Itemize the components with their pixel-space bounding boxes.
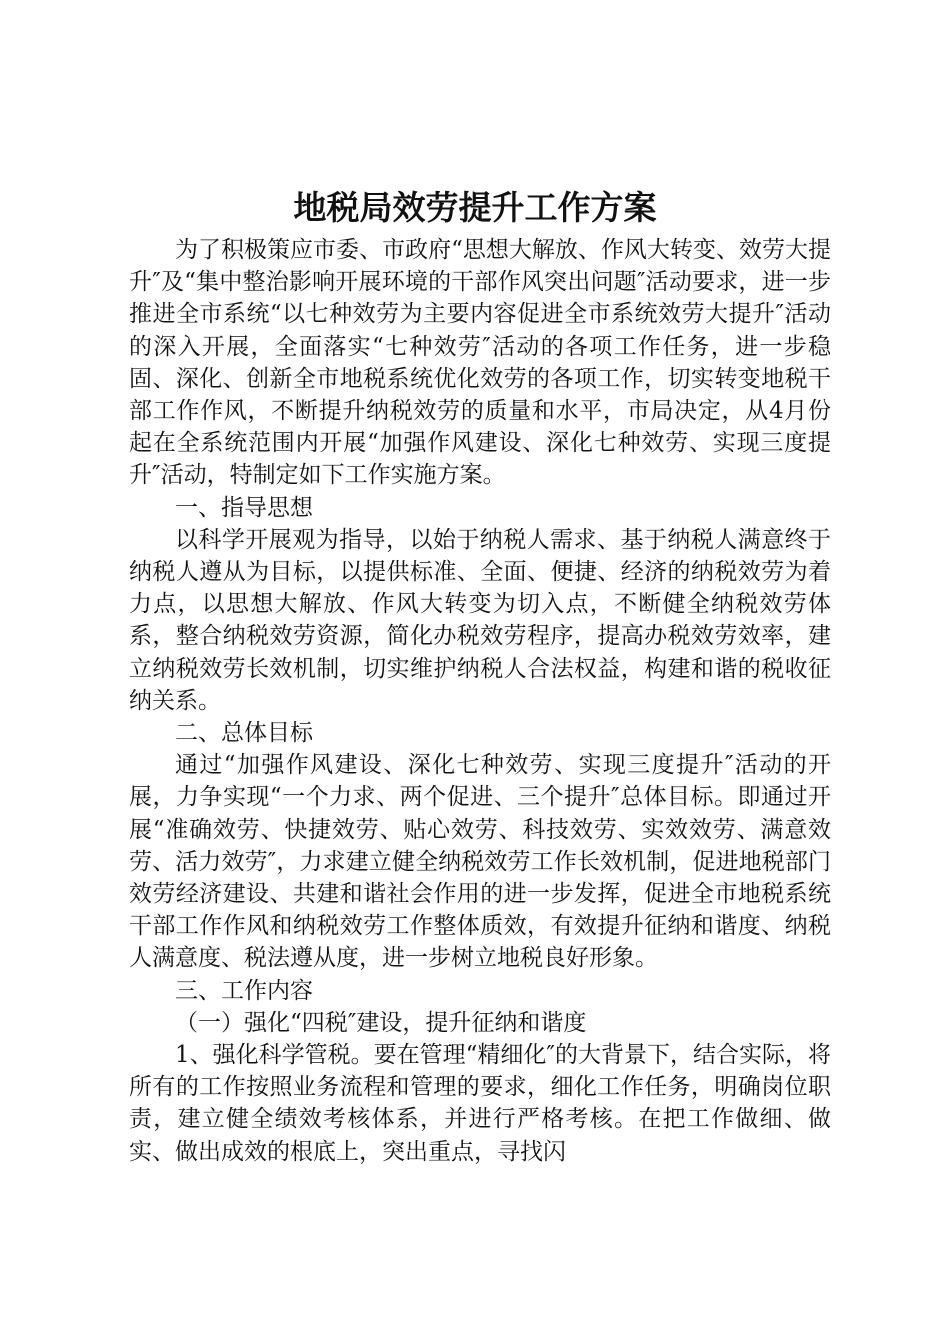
guiding-thought-paragraph: 以科学开展观为指导，以始于纳税人需求、基于纳税人满意终于纳税人遵从为目标，以提供标准、全面、便捷、经济的纳税效劳为着力点，以思想大解放、作风大转变为切入点，不断健全纳税效劳体系，整合纳税效劳资源，简化办税效劳程序，提高办税效劳效率，建立纳税效劳长效机制，切实维护纳税人合法权益，构建和谐的税收征纳关系。 — [129, 526, 831, 714]
document-body — [129, 234, 831, 1168]
section-heading-work-content: 三、工作内容 — [175, 977, 313, 1004]
intro-paragraph: 为了积极策应市委、市政府“思想大解放、作风大转变、效劳大提升″及“集中整治影响开展环境的干部作风突出问题″活动要求，进一步推进全市系统“以七种效劳为主要内容促进全市系统效劳大提升″活动的深入开展，全面落实“七种效劳″活动的各项工作任务，进一步稳固、深化、创新全市地税系统优化效劳的各项工作，切实转变地税干部工作作风，不断提升纳税效劳的质量和水平，市局决定，从4月份起在全系统范围内开展“加强作风建设、深化七种效劳、实现三度提升″活动，特制定如下工作实施方案。 — [129, 237, 831, 489]
subsection-heading-four-tax: （一）强化“四税″建设，提升征纳和谐度 — [175, 1009, 587, 1036]
overall-goal-paragraph: 通过“加强作风建设、深化七种效劳、实现三度提升″活动的开展，力争实现“一个力求、两个促进、三个提升″总体目标。即通过开展“准确效劳、快捷效劳、贴心效劳、科技效劳、实效效劳、满意效劳、活力效劳″，力求建立健全纳税效劳工作长效机制，促进地税部门效劳经济建设、共建和谐社会作用的进一步发挥，促进全市地税系统干部工作作风和纳税效劳工作整体质效，有效提升征纳和谐度、纳税人满意度、税法遵从度，进一步树立地税良好形象。 — [129, 752, 831, 972]
item-paragraph-scientific-tax: 1、强化科学管税。要在管理“精细化″的大背景下，结合实际，将所有的工作按照业务流程和管理的要求，细化工作任务，明确岗位职责，建立健全绩效考核体系，并进行严格考核。在把工作做细、做实、做出成效的根底上，突出重点，寻找闪 — [129, 1042, 831, 1165]
section-heading-overall-goal: 二、总体目标 — [175, 720, 313, 747]
document-title: 地税局效劳提升工作方案 — [293, 188, 657, 227]
section-heading-guiding-thought: 一、指导思想 — [175, 494, 313, 521]
